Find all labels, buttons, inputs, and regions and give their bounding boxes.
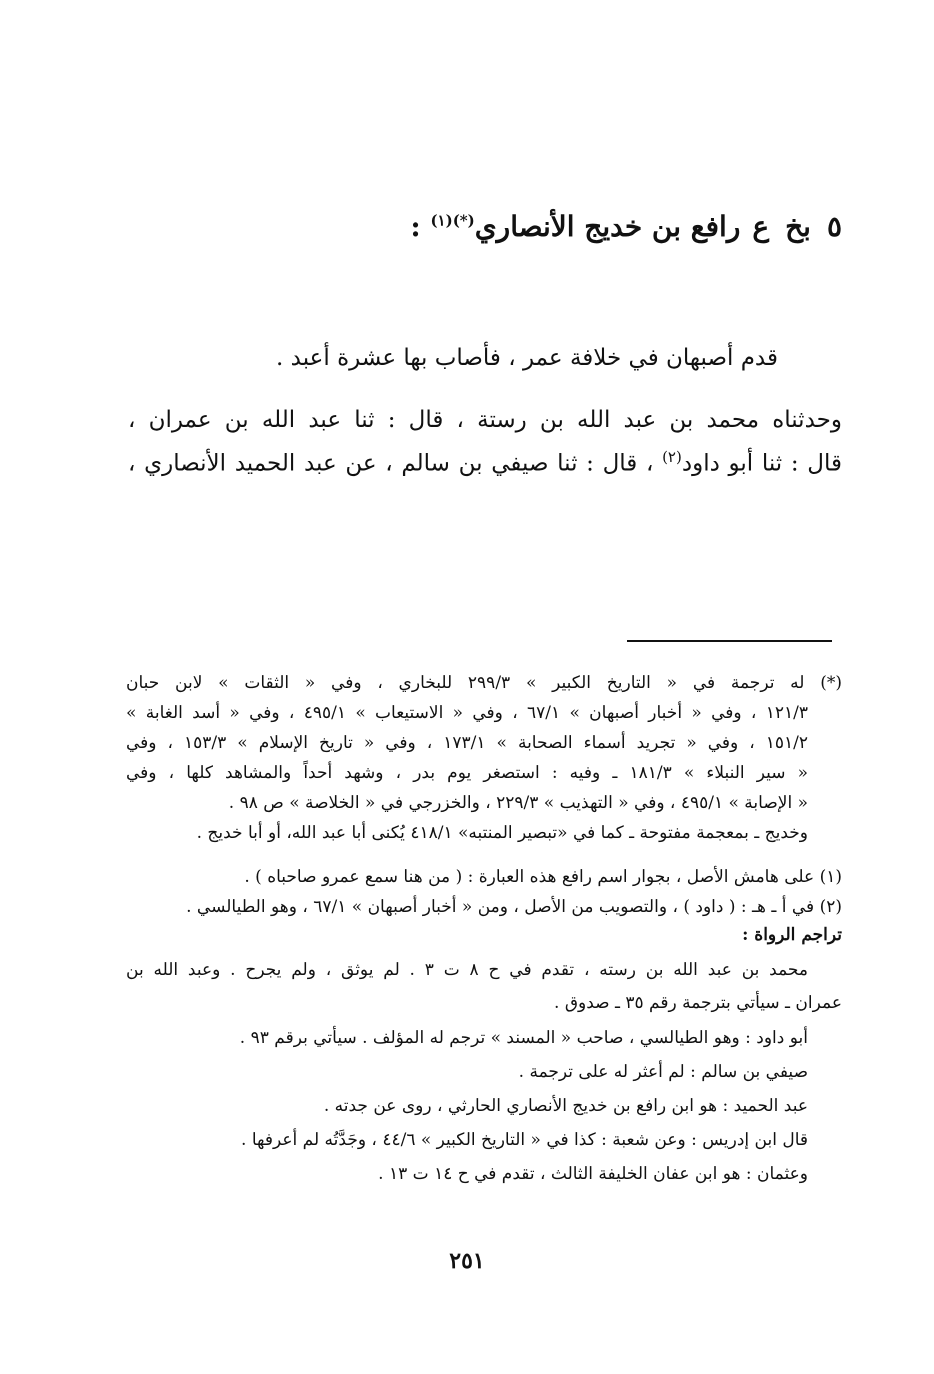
footnote-2-marker: (٢) xyxy=(662,448,682,466)
grade-letter: ع xyxy=(752,210,770,243)
footnote-star-line: وخديج ـ بمعجمة مفتوحة ـ كما في «تبصير المنتبه» ٤١٨/١ يُكنى أبا عبد الله، أو أبا خديج . xyxy=(196,823,808,843)
narrators-line: عمران ـ سيأتي بترجمة رقم ٣٥ ـ صدوق . xyxy=(554,993,842,1013)
body-line-3-start: قال : ثنا أبو داود xyxy=(681,450,842,477)
footnote-star-line: ١٥١/٢ ، وفي « تجريد أسماء الصحابة » ١٧٣/١ ، وفي « تاريخ الإسلام » ١٥٣/٣ ، وفي xyxy=(126,733,808,753)
footnote-1: (١) على هامش الأصل ، بجوار اسم رافع هذه العبارة : ( من هنا سمع عمرو صاحباه ) . xyxy=(244,867,842,887)
footnote-separator xyxy=(627,640,832,642)
narrators-line: قال ابن إدريس : وعن شعبة : كذا في « التاريخ الكبير » ٤٤/٦ ، وجَدَّتُه لم أعرفها . xyxy=(241,1130,808,1150)
body-line-3 xyxy=(128,448,842,477)
footnote-star-line: (*) له ترجمة في « التاريخ الكبير » ٢٩٩/٣ للبخاري ، وفي « الثقات » لابن حبان xyxy=(126,673,842,693)
narrators-line: عبد الحميد : هو ابن رافع بن خديج الأنصاري الحارثي ، روى عن جدته . xyxy=(323,1096,808,1116)
narrators-line: محمد بن عبد الله بن رسته ، تقدم في ح ٨ ت ٣ . لم يوثق ، ولم يجرح . وعبد الله بن xyxy=(126,960,809,980)
entry-number: ٥ xyxy=(826,210,842,243)
body-line-3-end: ، قال : ثنا صيفي بن سالم ، عن عبد الحميد الأنصاري ، xyxy=(128,450,654,477)
footnote-2: (٢) في أ ـ هـ : ( داود ) ، والتصويب من الأصل ، ومن « أخبار أصبهان » ٦٧/١ ، وهو الطيالسي . xyxy=(186,897,842,917)
source-symbol: بخ xyxy=(785,210,811,243)
footnote-star-line: « الإصابة » ٤٩٥/١ ، وفي « التهذيب » ٢٢٩/٣ ، والخزرجي في « الخلاصة » ص ٩٨ . xyxy=(228,793,808,813)
page-number: ٢٥١ xyxy=(449,1248,485,1274)
entry-heading xyxy=(410,210,842,243)
narrators-line: وعثمان : هو ابن عفان الخليفة الثالث ، تقدم في ح ١٤ ت ١٣ . xyxy=(378,1164,808,1184)
heading-colon: : xyxy=(410,210,421,243)
footnote-markers: (*)(١) xyxy=(430,211,475,230)
body-line-1: قدم أصبهان في خلافة عمر ، فأصاب بها عشرة أعبد . xyxy=(276,345,778,371)
entry-name: رافع بن خديج الأنصاري xyxy=(474,210,741,243)
footnote-star-line: ١٢١/٣ ، وفي « أخبار أصبهان » ٦٧/١ ، وفي « الاستيعاب » ٤٩٥/١ ، وفي « أسد الغابة » xyxy=(126,703,808,723)
narrators-line: أبو داود : وهو الطيالسي ، صاحب « المسند » ترجم له المؤلف . سيأتي برقم ٩٣ . xyxy=(239,1028,808,1048)
narrators-title: تراجم الرواة : xyxy=(742,925,842,945)
narrators-line: صيفي بن سالم : لم أعثر له على ترجمة . xyxy=(518,1062,808,1082)
footnote-star-line: « سير النبلاء » ١٨١/٣ ـ وفيه : استصغر يوم بدر ، وشهد أحداً والمشاهد كلها ، وفي xyxy=(126,763,808,783)
body-line-2: وحدثناه محمد بن عبد الله بن رستة ، قال : ثنا عبد الله بن عمران ، xyxy=(128,407,842,433)
